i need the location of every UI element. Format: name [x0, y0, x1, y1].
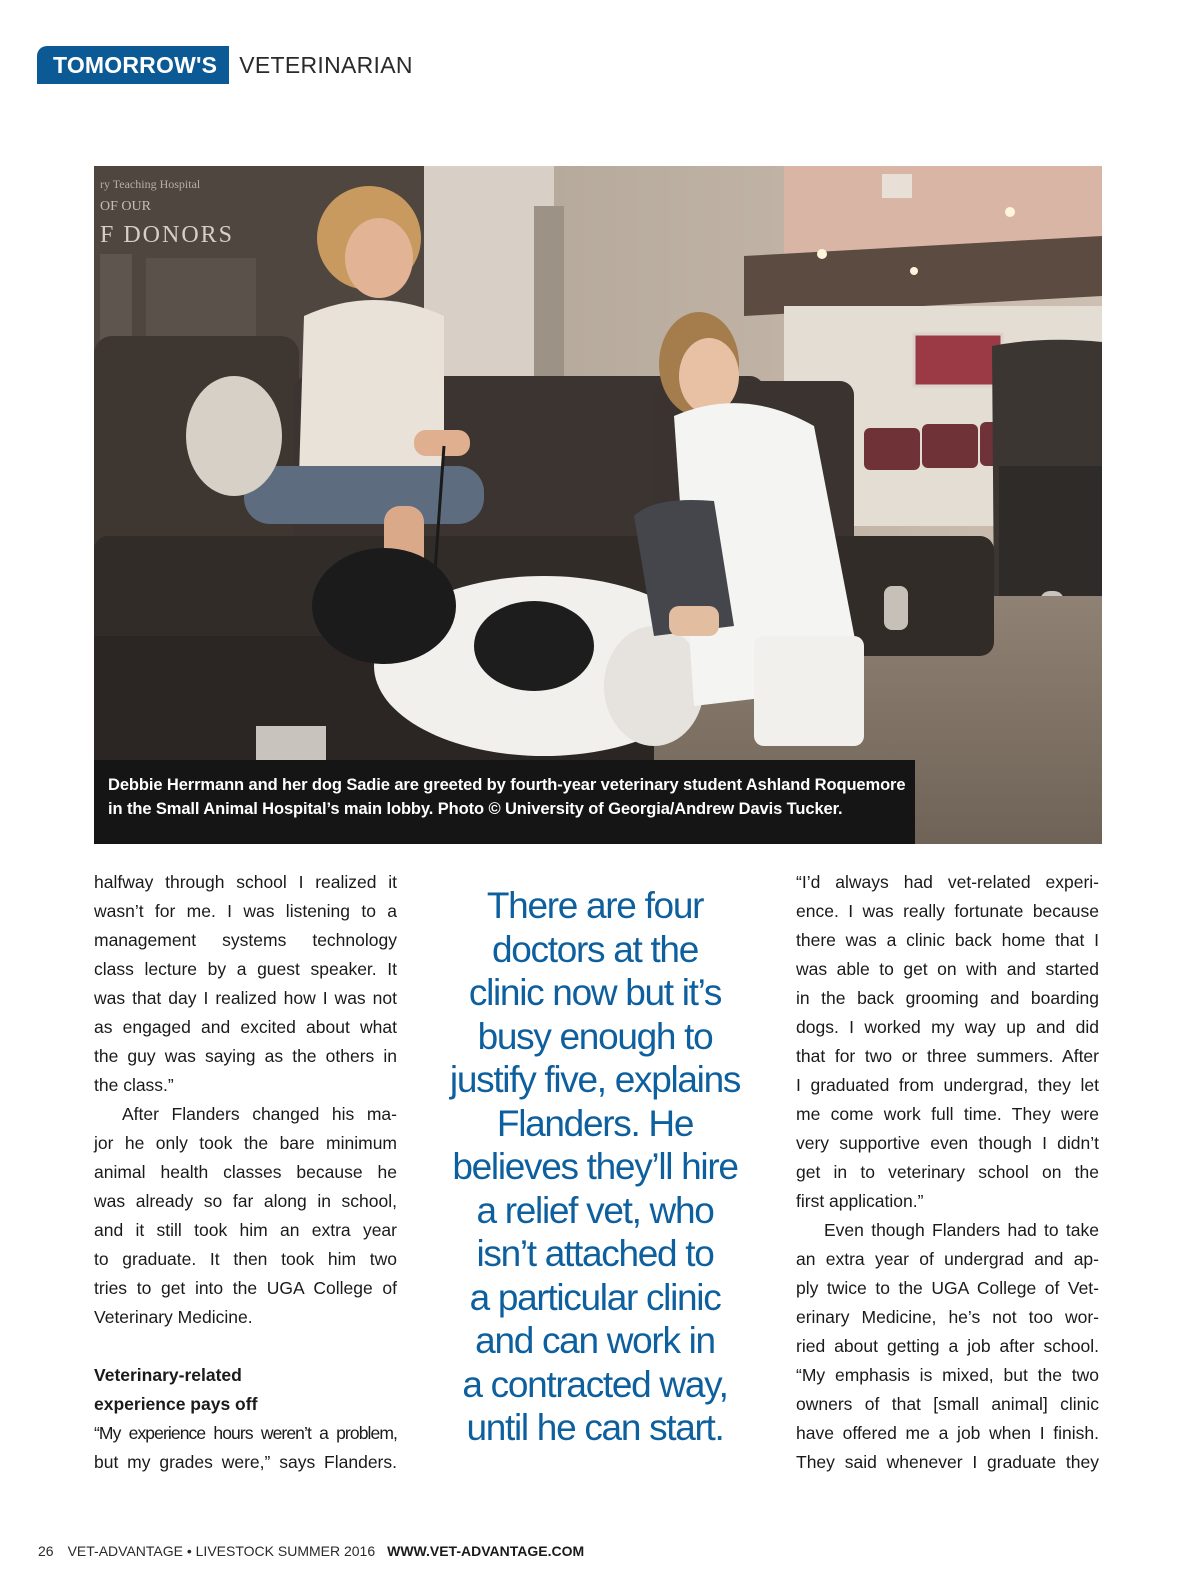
body-line: in the back grooming and boarding — [796, 988, 1099, 1008]
body-line: class lecture by a guest speaker. It — [94, 959, 397, 979]
body-line: tries to get into the UGA College of — [94, 1278, 397, 1298]
body-line: there was a clinic back home that I — [796, 930, 1099, 950]
lobby-photo — [94, 166, 1102, 844]
body-line: Veterinary Medicine. — [94, 1307, 253, 1327]
caption-line: in the Small Animal Hospital’s main lobby. Photo © University of Georgia/Andrew Davis Tucker. — [108, 800, 843, 818]
wall-sign-line: F DONORS — [100, 222, 235, 248]
body-line: and it still took him an extra year — [94, 1220, 397, 1240]
body-line: me come work full time. They were — [796, 1104, 1099, 1124]
body-line: as engaged and excited about what — [94, 1017, 397, 1037]
pull-quote-line: There are four — [486, 885, 704, 926]
body-line: was already so far along in school, — [94, 1191, 397, 1211]
body-line: an extra year of undergrad and ap- — [796, 1249, 1099, 1269]
body-line: “My emphasis is mixed, but the two — [796, 1365, 1099, 1385]
pull-quote-line: clinic now but it’s — [468, 972, 722, 1013]
paragraph-gap — [94, 1332, 397, 1361]
website-url: WWW.VET-ADVANTAGE.COM — [387, 1543, 585, 1559]
pull-quote-line: a particular clinic — [469, 1276, 721, 1318]
body-line: have offered me a job when I finish. — [796, 1423, 1099, 1443]
wall-sign-line: OF OUR — [100, 199, 151, 214]
section-tag — [37, 46, 413, 84]
body-line: that for two or three summers. After — [796, 1046, 1099, 1066]
body-line: ply twice to the UGA College of Vet- — [796, 1278, 1099, 1298]
pull-quote-line: and can work in — [475, 1320, 715, 1361]
body-line: but my grades were,” says Flanders. — [94, 1452, 397, 1472]
body-line: dogs. I worked my way up and did — [796, 1017, 1099, 1037]
body-line: wasn’t for me. I was listening to a — [94, 901, 397, 921]
body-line: animal health classes because he — [94, 1162, 397, 1182]
pull-quote-line: Flanders. He — [496, 1102, 694, 1144]
body-line: owners of that [small animal] clinic — [796, 1394, 1099, 1414]
body-line: first application.” — [796, 1191, 924, 1211]
body-line: the guy was saying as the others in — [94, 1046, 397, 1066]
pull-quote-line: isn’t attached to — [476, 1233, 714, 1274]
pull-quote-line: a relief vet, who — [476, 1189, 714, 1231]
body-line: the class.” — [94, 1075, 174, 1095]
body-line: management systems technology — [94, 930, 397, 950]
body-line: erinary Medicine, he’s not too wor- — [796, 1307, 1099, 1327]
publication-name: VET-ADVANTAGE • LIVESTOCK SUMMER 2016 — [67, 1543, 376, 1559]
body-line: ried about getting a job after school. — [796, 1336, 1099, 1356]
body-line: was that day I realized how I was not — [94, 988, 397, 1008]
photo-caption — [94, 760, 915, 844]
body-line: to graduate. It then took him two — [94, 1249, 397, 1269]
page-number: 26 — [38, 1543, 54, 1559]
body-line: Even though Flanders had to take — [824, 1220, 1099, 1240]
body-line: jor he only took the bare minimum — [94, 1133, 397, 1153]
body-line: ence. I was really fortunate because — [796, 901, 1099, 921]
body-line: halfway through school I realized it — [94, 872, 397, 892]
left-column — [94, 868, 397, 1477]
pull-quote-line: a contracted way, — [462, 1363, 728, 1405]
right-column — [796, 868, 1099, 1477]
wall-sign-line: ry Teaching Hospital — [100, 177, 201, 191]
pull-quote-line: busy enough to — [477, 1015, 713, 1057]
body-line: was able to get on with and started — [796, 959, 1099, 979]
body-line: get in to veterinary school on the — [796, 1162, 1099, 1182]
pull-quote-line: until he can start. — [466, 1407, 724, 1448]
body-line: “My experience hours weren’t a problem, — [94, 1423, 397, 1443]
pull-quote-line: justify five, explains — [449, 1059, 741, 1100]
section-subject: VETERINARIAN — [239, 51, 413, 78]
body-line: very supportive even though I didn’t — [796, 1133, 1099, 1153]
subhead-line: experience pays off — [94, 1394, 258, 1414]
body-line: After Flanders changed his ma- — [122, 1104, 397, 1124]
section-label: TOMORROW'S — [37, 46, 229, 84]
page-footer — [38, 1543, 584, 1559]
caption-line: Debbie Herrmann and her dog Sadie are greeted by fourth-year veterinary student Ashland Roquemore — [108, 776, 906, 794]
body-line: “I’d always had vet-related experi- — [796, 872, 1099, 892]
body-line: They said whenever I graduate they — [796, 1452, 1099, 1472]
pull-quote-line: doctors at the — [492, 928, 698, 970]
pull-quote — [436, 884, 754, 1450]
pull-quote-line: believes they’ll hire — [452, 1146, 738, 1187]
subhead-line: Veterinary-related — [94, 1365, 242, 1385]
photo-illustration — [94, 166, 1102, 844]
body-line: I graduated from undergrad, they let — [796, 1075, 1099, 1095]
